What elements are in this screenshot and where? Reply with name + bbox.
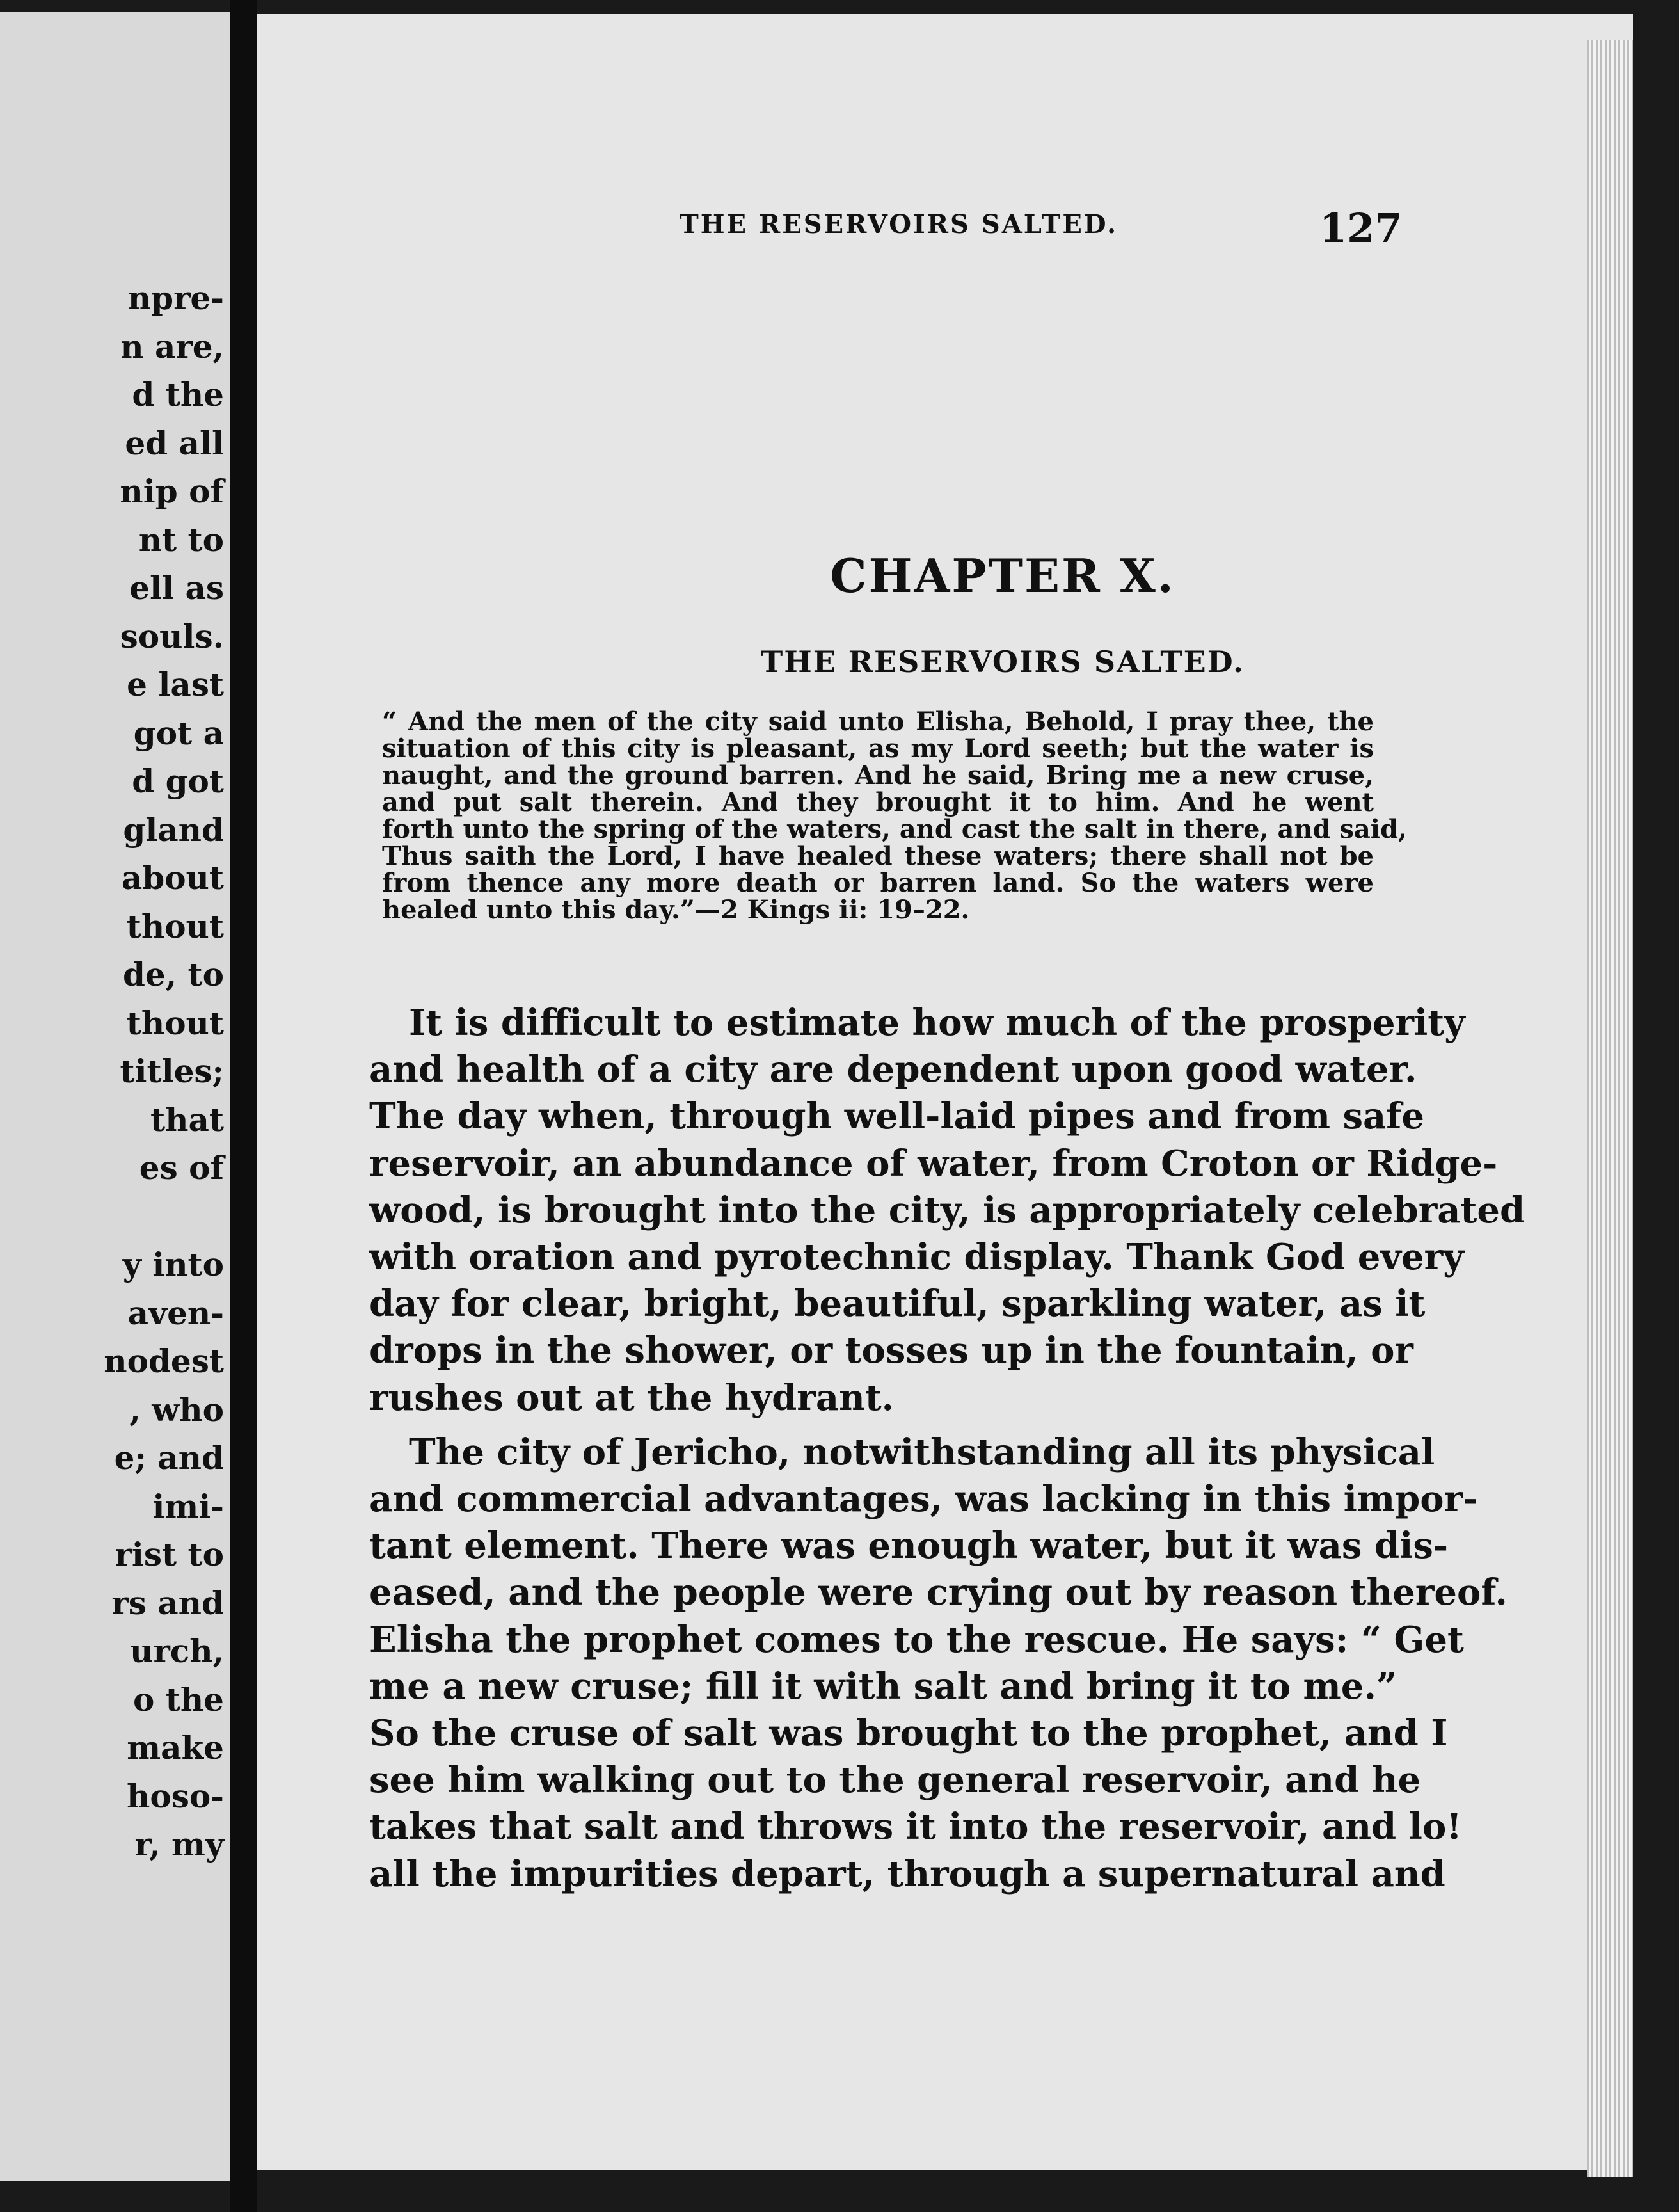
left-line: y into	[122, 1246, 224, 1283]
page-edges	[1587, 40, 1633, 2177]
paragraph-line: and commercial advantages, was lacking in this impor-	[369, 1478, 1478, 1521]
epigraph-line: forth unto the spring of the waters, and cast the salt in there, and said,	[382, 814, 1407, 844]
left-line: make	[127, 1729, 224, 1767]
paragraph-line: reservoir, an abundance of water, from Croton or Ridge-	[369, 1142, 1498, 1185]
epigraph-line: and put salt therein. And they brought it to him. And he went	[382, 787, 1374, 817]
right-page	[257, 14, 1633, 2170]
left-line: nodest	[104, 1342, 224, 1380]
left-line: e last	[127, 666, 224, 703]
epigraph-line: “ And the men of the city said unto Elisha, Behold, I pray thee, the	[382, 707, 1374, 737]
left-line: titles;	[120, 1052, 224, 1090]
left-line: that	[150, 1100, 224, 1139]
paragraph-line: with oration and pyrotechnic display. Thank God every	[369, 1236, 1464, 1279]
left-line: e; and	[114, 1439, 224, 1477]
paragraph-line: see him walking out to the general reservoir, and he	[369, 1759, 1421, 1802]
paragraph-line: Elisha the prophet comes to the rescue. He says: “ Get	[369, 1618, 1464, 1661]
left-line: thout	[126, 907, 224, 945]
paragraph-line: The day when, through well-laid pipes and from safe	[369, 1095, 1424, 1138]
paragraph-line: drops in the shower, or tosses up in the fountain, or	[369, 1329, 1413, 1372]
paragraph-line: and health of a city are dependent upon good water.	[369, 1048, 1417, 1091]
left-page-text	[0, 274, 230, 1869]
epigraph	[382, 707, 1407, 925]
left-line	[0, 1192, 230, 1241]
left-line: ell as	[129, 569, 224, 607]
left-page	[0, 12, 230, 2181]
left-line: gland	[123, 810, 224, 849]
epigraph-line: situation of this city is pleasant, as my Lord seeth; but the water is	[382, 733, 1374, 764]
chapter-title: CHAPTER X.	[830, 549, 1175, 603]
paragraph-line: takes that salt and throws it into the reservoir, and lo!	[369, 1806, 1462, 1848]
page-number: 127	[1319, 205, 1403, 252]
left-line: souls.	[120, 617, 224, 655]
left-line: d got	[132, 762, 224, 800]
running-head: THE RESERVOIRS SALTED.	[680, 209, 1118, 239]
paragraph-line: wood, is brought into the city, is appropriately celebrated	[369, 1189, 1525, 1231]
left-line: o the	[132, 1680, 224, 1719]
paragraph-line: me a new cruse; fill it with salt and bring it to me.”	[369, 1665, 1397, 1708]
paragraph-line: day for clear, bright, beautiful, sparkling water, as it	[369, 1283, 1426, 1326]
left-line: rist to	[115, 1535, 224, 1573]
left-line: hoso-	[127, 1777, 224, 1815]
chapter-subtitle: THE RESERVOIRS SALTED.	[761, 645, 1245, 679]
paragraph-line: rushes out at the hydrant.	[369, 1376, 895, 1419]
left-line: , who	[129, 1390, 224, 1429]
epigraph-line: Thus saith the Lord, I have healed these waters; there shall not be	[382, 841, 1374, 871]
left-line: de, to	[122, 956, 224, 993]
book-gutter	[230, 0, 257, 2212]
left-line: nt to	[138, 520, 224, 559]
left-line: rs and	[111, 1583, 224, 1622]
left-line: got a	[133, 714, 224, 752]
left-line: aven-	[127, 1294, 224, 1332]
left-line: urch,	[130, 1632, 224, 1670]
left-line: ed all	[125, 424, 224, 462]
left-line: r, my	[134, 1825, 224, 1863]
left-line: n are,	[120, 327, 224, 365]
paragraph-line: So the cruse of salt was brought to the prophet, and I	[369, 1712, 1448, 1755]
left-line: npre-	[127, 279, 224, 317]
paragraph-line: tant element. There was enough water, but it was dis-	[369, 1525, 1449, 1567]
epigraph-line: healed unto this day.”—2 Kings ii: 19–22.	[382, 895, 970, 925]
left-line: thout	[126, 1004, 224, 1042]
left-line: es of	[139, 1149, 224, 1187]
left-line: about	[121, 859, 224, 897]
paragraph-line: eased, and the people were crying out by reason thereof.	[369, 1571, 1508, 1614]
left-line: imi-	[152, 1487, 224, 1525]
left-line: nip of	[120, 472, 224, 510]
body-text	[369, 1000, 1525, 1898]
paragraph-line: The city of Jericho, notwithstanding all its physical	[409, 1431, 1435, 1473]
paragraph-line: all the impurities depart, through a supernatural and	[369, 1852, 1445, 1895]
epigraph-line: from thence any more death or barren land. So the waters were	[382, 868, 1374, 898]
epigraph-line: naught, and the ground barren. And he said, Bring me a new cruse,	[382, 760, 1374, 790]
left-line: d the	[132, 376, 224, 413]
paragraph-line: It is difficult to estimate how much of the prosperity	[409, 1002, 1465, 1044]
